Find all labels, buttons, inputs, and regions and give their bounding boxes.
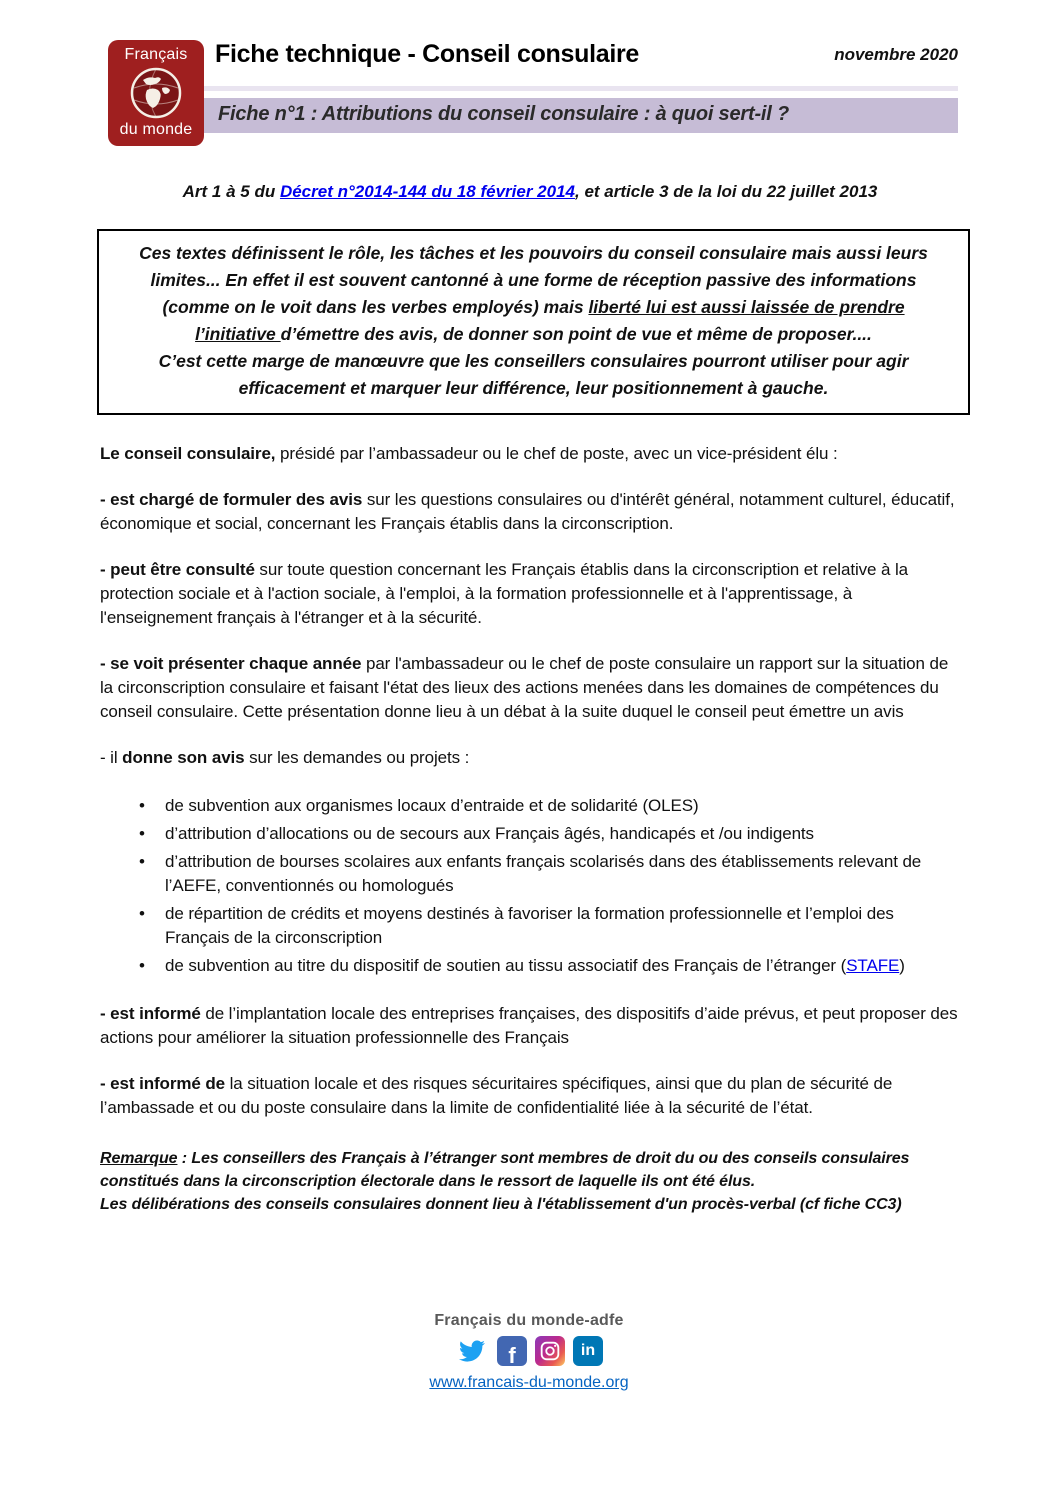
bullet-item xyxy=(165,850,960,898)
text-segment: : Les conseillers des Français à l’étranger sont membres de droit du ou des conseils consulaires constitués dans la circonscription électorale dans le ressort de laquelle ils ont été élus. xyxy=(100,1150,910,1190)
website-link[interactable]: www.francais-du-monde.org xyxy=(429,1374,629,1391)
bullet-item xyxy=(165,954,960,978)
page xyxy=(0,40,1058,1497)
paragraph xyxy=(100,652,960,724)
text-segment: par l'ambassadeur ou le chef de poste consulaire un rapport sur la situation de la circonscription consulaire et faisant l'état des lieux des actions menées dans les domaines de compétences du conseil consulaire. Cette présentation donne lieu à un débat à la suite duquel le conseil peut émettre un avis xyxy=(100,654,949,721)
logo-text-bottom: du monde xyxy=(119,121,193,138)
text-segment: sur les demandes ou projets : xyxy=(244,748,470,767)
remark-block xyxy=(100,1147,960,1216)
text-segment: ) xyxy=(899,956,905,975)
legal-reference-line xyxy=(100,182,960,202)
social-icons-row xyxy=(0,1336,1058,1366)
paragraph xyxy=(100,558,960,630)
logo-text-top: Français xyxy=(124,46,188,63)
text-segment: donne son avis xyxy=(122,748,245,767)
document-header xyxy=(108,40,958,138)
paragraph xyxy=(100,746,960,770)
text-segment: présidé par l’ambassadeur ou le chef de poste, avec un vice-président élu : xyxy=(275,444,838,463)
bullet-item xyxy=(165,822,960,846)
text-segment: d’attribution d’allocations ou de secours aux Français âgés, handicapés et /ou indigents xyxy=(165,824,814,843)
text-segment: Le conseil consulaire, xyxy=(100,444,276,463)
text-segment: , et article 3 de la loi du 22 juillet 2013 xyxy=(575,182,878,201)
text-segment: - est informé de xyxy=(100,1074,225,1093)
closing-paragraphs xyxy=(100,1002,960,1120)
text-segment: - est chargé de formuler des avis xyxy=(100,490,363,509)
facebook-icon[interactable] xyxy=(497,1336,527,1366)
fiche-banner-title: Fiche n°1 : Attributions du conseil consulaire : à quoi sert-il ? xyxy=(200,98,958,133)
paragraph xyxy=(100,1002,960,1050)
paragraph xyxy=(100,1072,960,1120)
bullet-item xyxy=(165,902,960,950)
text-segment: de subvention aux organismes locaux d’entraide et de solidarité (OLES) xyxy=(165,796,699,815)
page-title: Fiche technique - Conseil consulaire xyxy=(215,40,640,68)
text-segment: - peut être consulté xyxy=(100,560,255,579)
linkedin-icon[interactable] xyxy=(573,1336,603,1366)
decret-link[interactable]: Décret n°2014-144 du 18 février 2014 xyxy=(279,182,575,201)
intro-text-box xyxy=(97,229,970,415)
facebook-f-glyph: f xyxy=(508,1343,516,1366)
document-date: novembre 2020 xyxy=(834,45,958,64)
footer-org-name: Français du monde-adfe xyxy=(434,1312,624,1329)
banner-accent-strip xyxy=(200,86,958,91)
body-paragraphs xyxy=(100,442,960,770)
text-segment: Ces textes définissent le rôle, les tâches et les pouvoirs du conseil consulaire mais aussi leurs limites... En effet il est souvent cantonné à une forme de réception passive des informations (comme on le voit dans les verbes employés) mais xyxy=(139,243,928,317)
text-segment: Les délibérations des conseils consulaires donnent lieu à l'établissement d'un procès-verbal (cf fiche CC3) xyxy=(100,1196,902,1213)
text-segment: Art 1 à 5 du xyxy=(182,182,280,201)
header-main xyxy=(200,40,958,133)
text-segment: d’émettre des avis, de donner son point de vue et même de proposer.... C’est cette marge de manœuvre que les conseillers consulaires pourront utiliser pour agir efficacement et marquer leur différence, leur positionnement à gauche. xyxy=(158,324,909,398)
text-segment: - se voit présenter chaque année xyxy=(100,654,362,673)
text-segment: de subvention au titre du dispositif de soutien au tissu associatif des Français de l’étranger ( xyxy=(165,956,847,975)
text-segment: Remarque xyxy=(100,1150,178,1167)
document-footer xyxy=(0,1312,1058,1392)
francais-du-monde-logo xyxy=(108,40,204,146)
text-segment: - est informé xyxy=(100,1004,201,1023)
text-segment: - il xyxy=(100,748,123,767)
paragraph xyxy=(100,442,960,466)
remark-line xyxy=(100,1193,960,1216)
text-segment: d’attribution de bourses scolaires aux enfants français scolarisés dans des établissements relevant de l’AEFE, conventionnés ou homologués xyxy=(165,852,922,895)
remark-line xyxy=(100,1147,960,1193)
text-segment: sur les questions consulaires ou d'intérêt général, notamment culturel, éducatif, économique et social, concernant les Français établis dans la circonscription. xyxy=(100,490,955,533)
twitter-icon[interactable] xyxy=(455,1336,489,1366)
linkedin-in-glyph: in xyxy=(580,1342,596,1359)
globe-icon xyxy=(129,66,183,120)
avis-bullet-list xyxy=(100,794,960,978)
text-segment: sur toute question concernant les Français établis dans la circonscription et relative à la protection sociale et à l'action sociale, à l'emploi, à la formation professionnelle et à l'apprentissage, à l'enseignement français à l'étranger et à la sécurité. xyxy=(100,560,909,627)
instagram-icon[interactable] xyxy=(535,1336,565,1366)
document-body xyxy=(100,182,960,1216)
paragraph xyxy=(100,488,960,536)
stafe-link[interactable]: STAFE xyxy=(846,956,900,975)
text-segment: de l’implantation locale des entreprises françaises, des dispositifs d’aide prévus, et peut proposer des actions pour améliorer la situation professionnelle des Français xyxy=(100,1004,958,1047)
text-segment: la situation locale et des risques sécuritaires spécifiques, ainsi que du plan de sécurité de l’ambassade et ou du poste consulaire dans la limite de confidentialité liée à la sécurité de l’état. xyxy=(100,1074,893,1117)
text-segment: liberté lui est aussi laissée de prendre l’initiative xyxy=(195,297,905,344)
text-segment: de répartition de crédits et moyens destinés à favoriser la formation professionnelle et l’emploi des Français de la circonscription xyxy=(165,904,894,947)
bullet-item xyxy=(165,794,960,818)
footer-url-wrap xyxy=(0,1374,1058,1392)
